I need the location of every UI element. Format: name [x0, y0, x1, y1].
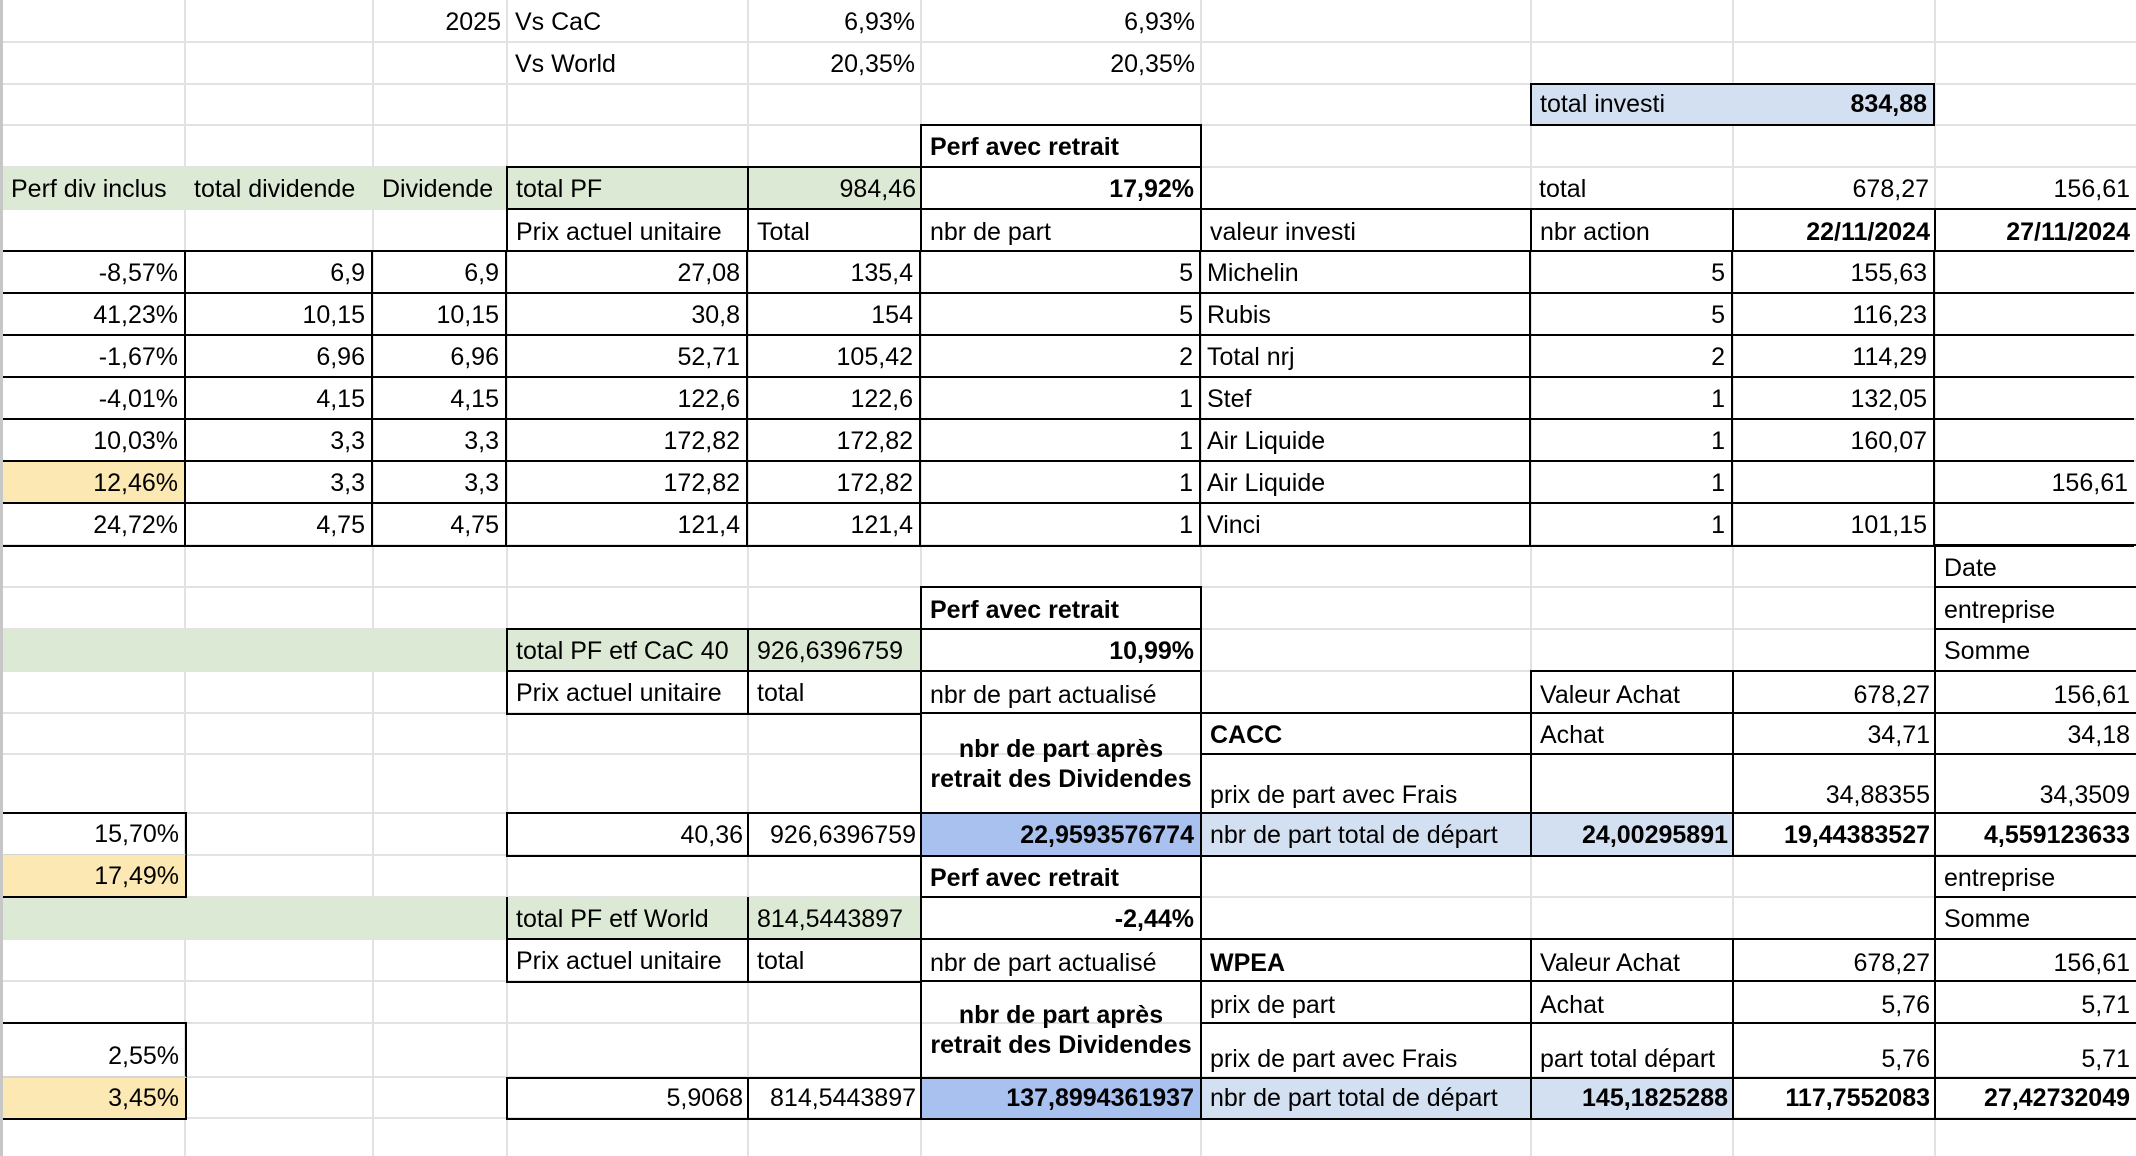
cell-total[interactable]: 121,4: [746, 502, 921, 547]
cell-prix[interactable]: 52,71: [505, 334, 748, 377]
cell-cac-green-c: [374, 629, 507, 671]
cell-v2[interactable]: [1933, 376, 2134, 419]
cell-world-total-value[interactable]: 814,5443897: [747, 897, 922, 939]
cell-perf-retrait-value[interactable]: 17,92%: [920, 166, 1202, 209]
cell-vs-cac-2[interactable]: 6,93%: [1124, 8, 1195, 36]
cell-cac-ticker[interactable]: CACC: [1200, 712, 1532, 755]
cell-nbr[interactable]: 1: [919, 376, 1201, 419]
cell-total-div[interactable]: 10,15: [183, 292, 373, 335]
cell-cac-frais-1[interactable]: 34,88355: [1732, 753, 1936, 815]
cell-nbr[interactable]: 1: [919, 460, 1201, 503]
cell-prix[interactable]: 30,8: [505, 292, 748, 335]
cell-world-nbr-apres-value[interactable]: 137,8994361937: [920, 1077, 1202, 1120]
cell-actions[interactable]: 1: [1529, 502, 1733, 547]
cell-cac-somme[interactable]: Somme: [1934, 628, 2136, 671]
cell-total-investi-label[interactable]: total investi: [1530, 83, 1733, 126]
cell-world-frais-1[interactable]: 5,76: [1732, 1022, 1936, 1079]
cell-world-somme[interactable]: Somme: [1934, 896, 2136, 939]
cell-v2[interactable]: [1933, 418, 2134, 461]
cell-div[interactable]: 6,9: [371, 250, 507, 293]
cell-cac-prix-header[interactable]: Prix actuel unitaire: [506, 670, 749, 715]
cell-actions[interactable]: 2: [1529, 334, 1733, 377]
cell-prix[interactable]: 27,08: [505, 250, 748, 293]
cell-world-prix-part[interactable]: prix de part: [1200, 980, 1532, 1025]
cell-v1[interactable]: 155,63: [1731, 250, 1935, 293]
cell-prix[interactable]: 121,4: [505, 502, 748, 547]
cell-world-achat-1[interactable]: 5,76: [1732, 980, 1936, 1025]
cell-total[interactable]: 172,82: [746, 460, 921, 503]
cell-total-div[interactable]: 6,9: [183, 250, 373, 293]
cell-total-div[interactable]: 4,75: [183, 502, 373, 547]
header-nbr-action[interactable]: nbr action: [1530, 208, 1734, 252]
cell-cac-nbr-actualise[interactable]: nbr de part actualisé: [920, 670, 1202, 715]
cell-cac-frais-label[interactable]: prix de part avec Frais: [1200, 753, 1532, 815]
header-dividende[interactable]: Dividende: [374, 167, 507, 209]
cell-total-pf-label[interactable]: total PF: [506, 166, 749, 209]
cell-cac-green-a: [3, 629, 185, 671]
cell-v2[interactable]: [1933, 502, 2134, 547]
cell-world-nbr-apres[interactable]: nbr de part après retrait des Dividendes: [920, 980, 1202, 1079]
cell-world-frais-label[interactable]: prix de part avec Frais: [1200, 1022, 1532, 1079]
cell-world-prix-value[interactable]: 5,9068: [506, 1077, 749, 1120]
cell-nbr[interactable]: 5: [919, 292, 1201, 335]
cell-cac-green-b: [186, 629, 373, 671]
cell-v2[interactable]: [1933, 334, 2134, 377]
cell-world-depart-1[interactable]: 117,7552083: [1732, 1077, 1936, 1120]
cell-total-investi-value[interactable]: 834,88: [1731, 83, 1935, 126]
cell-total[interactable]: 172,82: [746, 418, 921, 461]
cell-cac-valeur-achat-1[interactable]: 678,27: [1732, 670, 1936, 715]
cell-perf[interactable]: 12,46%: [3, 460, 186, 503]
cell-vs-world-label[interactable]: Vs World: [515, 50, 616, 78]
cell-total-pf-value[interactable]: 984,46: [747, 166, 922, 209]
cell-div[interactable]: 3,3: [371, 460, 507, 503]
cell-total-2[interactable]: 156,61: [2053, 175, 2130, 203]
cell-name[interactable]: Vinci: [1199, 502, 1531, 547]
cell-world-nbr-actualise[interactable]: nbr de part actualisé: [920, 938, 1202, 983]
cell-date-label[interactable]: Date: [1934, 544, 2136, 588]
cell-world-valeur-achat-2[interactable]: 156,61: [1934, 938, 2136, 983]
cell-world-part-total-label[interactable]: part total départ: [1530, 1022, 1734, 1079]
cell-year[interactable]: 2025: [445, 8, 501, 36]
cell-perf[interactable]: 41,23%: [3, 292, 186, 335]
cell-div[interactable]: 3,3: [371, 418, 507, 461]
cell-world-perf-b[interactable]: 3,45%: [3, 1078, 187, 1120]
cell-name[interactable]: Air Liquide: [1199, 460, 1531, 503]
cell-nbr[interactable]: 1: [919, 502, 1201, 547]
cell-total-div[interactable]: 3,3: [183, 418, 373, 461]
cell-cac-frais-2[interactable]: 34,3509: [1934, 753, 2136, 815]
cell-total-div[interactable]: 3,3: [183, 460, 373, 503]
cell-cac-achat-label[interactable]: Achat: [1530, 712, 1734, 755]
cell-total-div[interactable]: 4,15: [183, 376, 373, 419]
header-date-2[interactable]: 27/11/2024: [1934, 208, 2136, 252]
cell-div[interactable]: 10,15: [371, 292, 507, 335]
cell-world-achat-label[interactable]: Achat: [1530, 980, 1734, 1025]
cell-div[interactable]: 4,75: [371, 502, 507, 547]
cell-cac-total-value-2[interactable]: 926,6396759: [747, 812, 922, 857]
cell-name[interactable]: Rubis: [1199, 292, 1531, 335]
cell-vs-world-1[interactable]: 20,35%: [830, 50, 915, 78]
cell-v1[interactable]: 160,07: [1731, 418, 1935, 461]
cell-world-valeur-achat-label[interactable]: Valeur Achat: [1530, 938, 1734, 983]
cell-cac-perf-value[interactable]: 10,99%: [920, 628, 1202, 671]
cell-cac-valeur-achat-label[interactable]: Valeur Achat: [1530, 670, 1734, 715]
cell-prix[interactable]: 172,82: [505, 460, 748, 503]
header-prix-actuel[interactable]: Prix actuel unitaire: [506, 208, 749, 252]
cell-cac-frais-empty[interactable]: [1530, 753, 1734, 815]
cell-world-total-header[interactable]: total: [747, 938, 922, 983]
cell-cac-depart-1[interactable]: 19,44383527: [1732, 812, 1936, 857]
cell-cac-depart-total[interactable]: 24,00295891: [1530, 812, 1734, 857]
cell-total-label[interactable]: total: [1539, 175, 1587, 203]
cell-vs-world-2[interactable]: 20,35%: [1110, 50, 1195, 78]
cell-world-perf-retrait-label[interactable]: Perf avec retrait: [920, 855, 1202, 898]
cell-actions[interactable]: 5: [1529, 250, 1733, 293]
cell-actions[interactable]: 1: [1529, 460, 1733, 503]
cell-v2[interactable]: [1933, 250, 2134, 293]
cell-cac-achat-2[interactable]: 34,18: [1934, 712, 2136, 755]
cell-world-total-value-2[interactable]: 814,5443897: [747, 1077, 922, 1120]
cell-cac-total-label[interactable]: total PF etf CaC 40: [506, 628, 749, 671]
cell-prix[interactable]: 172,82: [505, 418, 748, 461]
cell-actions[interactable]: 5: [1529, 292, 1733, 335]
cell-v1[interactable]: [1731, 460, 1935, 503]
cell-world-depart-2[interactable]: 27,42732049: [1934, 1077, 2136, 1120]
cell-world-entreprise[interactable]: entreprise: [1934, 855, 2136, 898]
cell-cac-total-value[interactable]: 926,6396759: [747, 628, 922, 671]
cell-cac-achat-1[interactable]: 34,71: [1732, 712, 1936, 755]
header-total[interactable]: Total: [747, 208, 922, 252]
cell-v1[interactable]: 101,15: [1731, 502, 1935, 547]
cell-cac-depart-2[interactable]: 4,559123633: [1934, 812, 2136, 857]
cell-world-achat-2[interactable]: 5,71: [1934, 980, 2136, 1025]
cell-world-perf-a[interactable]: 2,55%: [3, 1022, 187, 1078]
cell-cac-perf-b[interactable]: 17,49%: [3, 855, 187, 898]
cell-world-ticker[interactable]: WPEA: [1200, 938, 1532, 983]
cell-v2[interactable]: [1933, 292, 2134, 335]
cell-cac-perf-retrait-label[interactable]: Perf avec retrait: [920, 586, 1202, 630]
cell-nbr[interactable]: 2: [919, 334, 1201, 377]
cell-world-frais-2[interactable]: 5,71: [1934, 1022, 2136, 1079]
cell-actions[interactable]: 1: [1529, 376, 1733, 419]
cell-perf[interactable]: -1,67%: [3, 334, 186, 377]
cell-total[interactable]: 154: [746, 292, 921, 335]
header-perf-div-inclus[interactable]: Perf div inclus: [3, 167, 185, 209]
cell-total-1[interactable]: 678,27: [1852, 175, 1929, 203]
cell-total-div[interactable]: 6,96: [183, 334, 373, 377]
cell-name[interactable]: Air Liquide: [1199, 418, 1531, 461]
cell-v2[interactable]: 156,61: [1933, 460, 2134, 503]
header-total-dividende[interactable]: total dividende: [186, 167, 373, 209]
cell-name[interactable]: Michelin: [1199, 250, 1531, 293]
cell-world-total-label[interactable]: total PF etf World: [506, 897, 749, 939]
cell-total[interactable]: 122,6: [746, 376, 921, 419]
header-nbr-part[interactable]: nbr de part: [920, 208, 1202, 252]
cell-cac-perf-a[interactable]: 15,70%: [3, 812, 187, 856]
cell-cac-valeur-achat-2[interactable]: 156,61: [1934, 670, 2136, 715]
cell-nbr[interactable]: 5: [919, 250, 1201, 293]
cell-world-green-c: [374, 898, 507, 939]
cell-v1[interactable]: 132,05: [1731, 376, 1935, 419]
cell-world-green-a: [3, 898, 185, 939]
cell-perf-retrait-label[interactable]: Perf avec retrait: [920, 124, 1202, 167]
cell-world-prix-header[interactable]: Prix actuel unitaire: [506, 938, 749, 983]
cell-world-perf-value[interactable]: -2,44%: [920, 896, 1202, 939]
cell-div[interactable]: 4,15: [371, 376, 507, 419]
cell-cac-nbr-apres-value[interactable]: 22,9593576774: [920, 812, 1202, 857]
cell-nbr[interactable]: 1: [919, 418, 1201, 461]
cell-name[interactable]: Stef: [1199, 376, 1531, 419]
cell-world-valeur-achat-1[interactable]: 678,27: [1732, 938, 1936, 983]
cell-perf[interactable]: 24,72%: [3, 502, 186, 547]
cell-total[interactable]: 105,42: [746, 334, 921, 377]
cell-prix[interactable]: 122,6: [505, 376, 748, 419]
cell-vs-cac-1[interactable]: 6,93%: [844, 8, 915, 36]
cell-v1[interactable]: 114,29: [1731, 334, 1935, 377]
header-valeur-investi[interactable]: valeur investi: [1200, 208, 1532, 252]
cell-world-depart-label[interactable]: nbr de part total de départ: [1200, 1077, 1532, 1120]
cell-cac-total-header[interactable]: total: [747, 670, 922, 715]
cell-name[interactable]: Total nrj: [1199, 334, 1531, 377]
header-date-1[interactable]: 22/11/2024: [1732, 208, 1936, 252]
cell-cac-depart-label[interactable]: nbr de part total de départ: [1200, 812, 1532, 857]
cell-perf[interactable]: -8,57%: [3, 250, 186, 293]
cell-perf[interactable]: -4,01%: [3, 376, 186, 419]
cell-vs-cac-label[interactable]: Vs CaC: [515, 8, 602, 36]
cell-cac-prix-value[interactable]: 40,36: [506, 812, 749, 857]
cell-total[interactable]: 135,4: [746, 250, 921, 293]
cell-div[interactable]: 6,96: [371, 334, 507, 377]
cell-world-depart-total[interactable]: 145,1825288: [1530, 1077, 1734, 1120]
cell-perf[interactable]: 10,03%: [3, 418, 186, 461]
cell-v1[interactable]: 116,23: [1731, 292, 1935, 335]
cell-cac-nbr-apres[interactable]: nbr de part après retrait des Dividendes: [920, 712, 1202, 815]
cell-actions[interactable]: 1: [1529, 418, 1733, 461]
cell-world-green-b: [186, 898, 373, 939]
cell-cac-entreprise[interactable]: entreprise: [1934, 586, 2136, 630]
